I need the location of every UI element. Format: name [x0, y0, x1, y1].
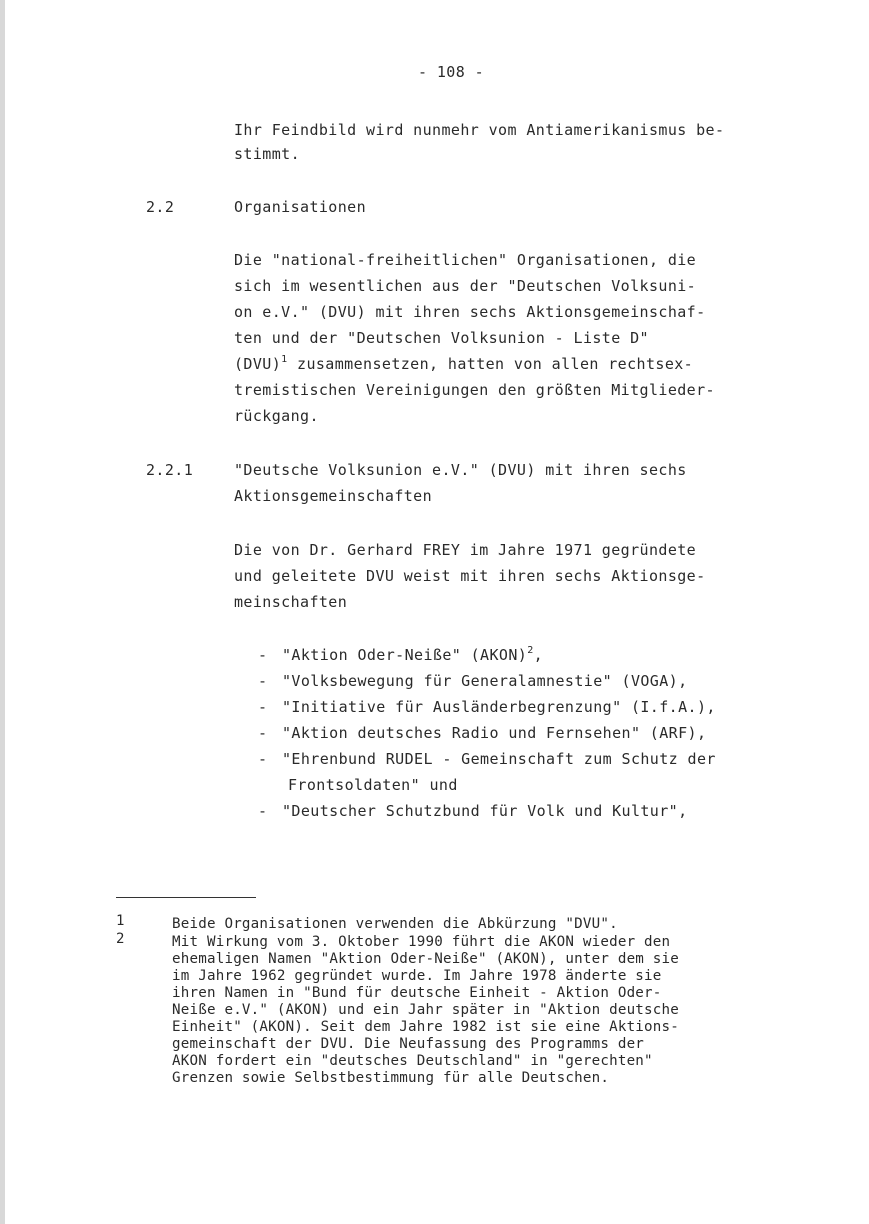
footnote-1-text: Beide Organisationen verwenden die Abkürzung "DVU". [172, 916, 618, 932]
list-dash-6: - [258, 802, 268, 820]
list-item-voga: "Volksbewegung für Generalamnestie" (VOGA), [282, 672, 688, 690]
list-item-rudel-line-2: Frontsoldaten" und [288, 776, 458, 794]
footnote-2-line-3: im Jahre 1962 gegründet wurde. Im Jahre 1978 änderte sie [172, 968, 662, 984]
footnote-2-line-7: gemeinschaft der DVU. Die Neufassung des Programms der [172, 1036, 645, 1052]
section-title-dvu-line-1: "Deutsche Volksunion e.V." (DVU) mit ihren sechs [234, 461, 687, 479]
footnote-2-line-8: AKON fordert ein "deutsches Deutschland" in "gerechten" [172, 1053, 653, 1069]
list-dash-1: - [258, 646, 268, 664]
list-dash-2: - [258, 672, 268, 690]
paragraph-2-2-1-line-3: meinschaften [234, 593, 348, 611]
paragraph-2-2-1-line-2: und geleitete DVU weist mit ihren sechs Aktionsge- [234, 567, 706, 585]
footnote-2-line-4: ihren Namen in "Bund für deutsche Einheit - Aktion Oder- [172, 985, 662, 1001]
paragraph-2-2-line-5 [234, 355, 693, 373]
section-number-2-2: 2.2 [146, 198, 175, 216]
scan-edge [0, 0, 5, 1224]
section-title-dvu-line-2: Aktionsgemeinschaften [234, 487, 433, 505]
list-item-akon-tail: , [533, 646, 544, 664]
footnote-number-2: 2 [116, 931, 125, 947]
footnote-2-line-2: ehemaligen Namen "Aktion Oder-Neiße" (AKON), unter dem sie [172, 951, 680, 967]
list-dash-3: - [258, 698, 268, 716]
list-item-schutzbund: "Deutscher Schutzbund für Volk und Kultur", [282, 802, 688, 820]
dvu-abbreviation: (DVU) [234, 355, 282, 373]
list-dash-4: - [258, 724, 268, 742]
paragraph-2-2-1-line-1: Die von Dr. Gerhard FREY im Jahre 1971 gegründete [234, 541, 697, 559]
section-title-organisationen: Organisationen [234, 198, 367, 216]
paragraph-2-2-line-3: on e.V." (DVU) mit ihren sechs Aktionsgemeinschaf- [234, 303, 706, 321]
footnote-number-1: 1 [116, 913, 125, 929]
paragraph-2-2-line-7: rückgang. [234, 407, 319, 425]
footnote-2-line-9: Grenzen sowie Selbstbestimmung für alle Deutschen. [172, 1070, 610, 1086]
list-item-ifa: "Initiative für Ausländerbegrenzung" (I.f.A.), [282, 698, 716, 716]
list-item-rudel-line-1: "Ehrenbund RUDEL - Gemeinschaft zum Schutz der [282, 750, 716, 768]
intro-line-2: stimmt. [234, 145, 301, 163]
page-number: - 108 - [418, 63, 485, 81]
paragraph-2-2-line-6: tremistischen Vereinigungen den größten Mitglieder- [234, 381, 715, 399]
section-number-2-2-1: 2.2.1 [146, 461, 194, 479]
list-item-akon [282, 646, 543, 664]
footnote-ref-1: 1 [281, 354, 288, 365]
intro-line-1: Ihr Feindbild wird nunmehr vom Antiamerikanismus be- [234, 121, 725, 139]
paragraph-2-2-line-4: ten und der "Deutschen Volksunion - Liste D" [234, 329, 649, 347]
paragraph-2-2-line-5-tail: zusammensetzen, hatten von allen rechtsex- [297, 355, 694, 373]
footnote-2-line-6: Einheit" (AKON). Seit dem Jahre 1982 ist sie eine Aktions- [172, 1019, 680, 1035]
footnote-2-line-1: Mit Wirkung vom 3. Oktober 1990 führt die AKON wieder den [172, 934, 671, 950]
footnote-ref-2: 2 [527, 645, 534, 656]
footnote-rule [116, 897, 256, 898]
list-item-arf: "Aktion deutsches Radio und Fernsehen" (ARF), [282, 724, 707, 742]
list-item-akon-text: "Aktion Oder-Neiße" (AKON) [282, 646, 528, 664]
paragraph-2-2-line-2: sich im wesentlichen aus der "Deutschen Volksuni- [234, 277, 697, 295]
footnote-2-line-5: Neiße e.V." (AKON) und ein Jahr später in "Aktion deutsche [172, 1002, 680, 1018]
list-dash-5: - [258, 750, 268, 768]
paragraph-2-2-line-1: Die "national-freiheitlichen" Organisationen, die [234, 251, 697, 269]
